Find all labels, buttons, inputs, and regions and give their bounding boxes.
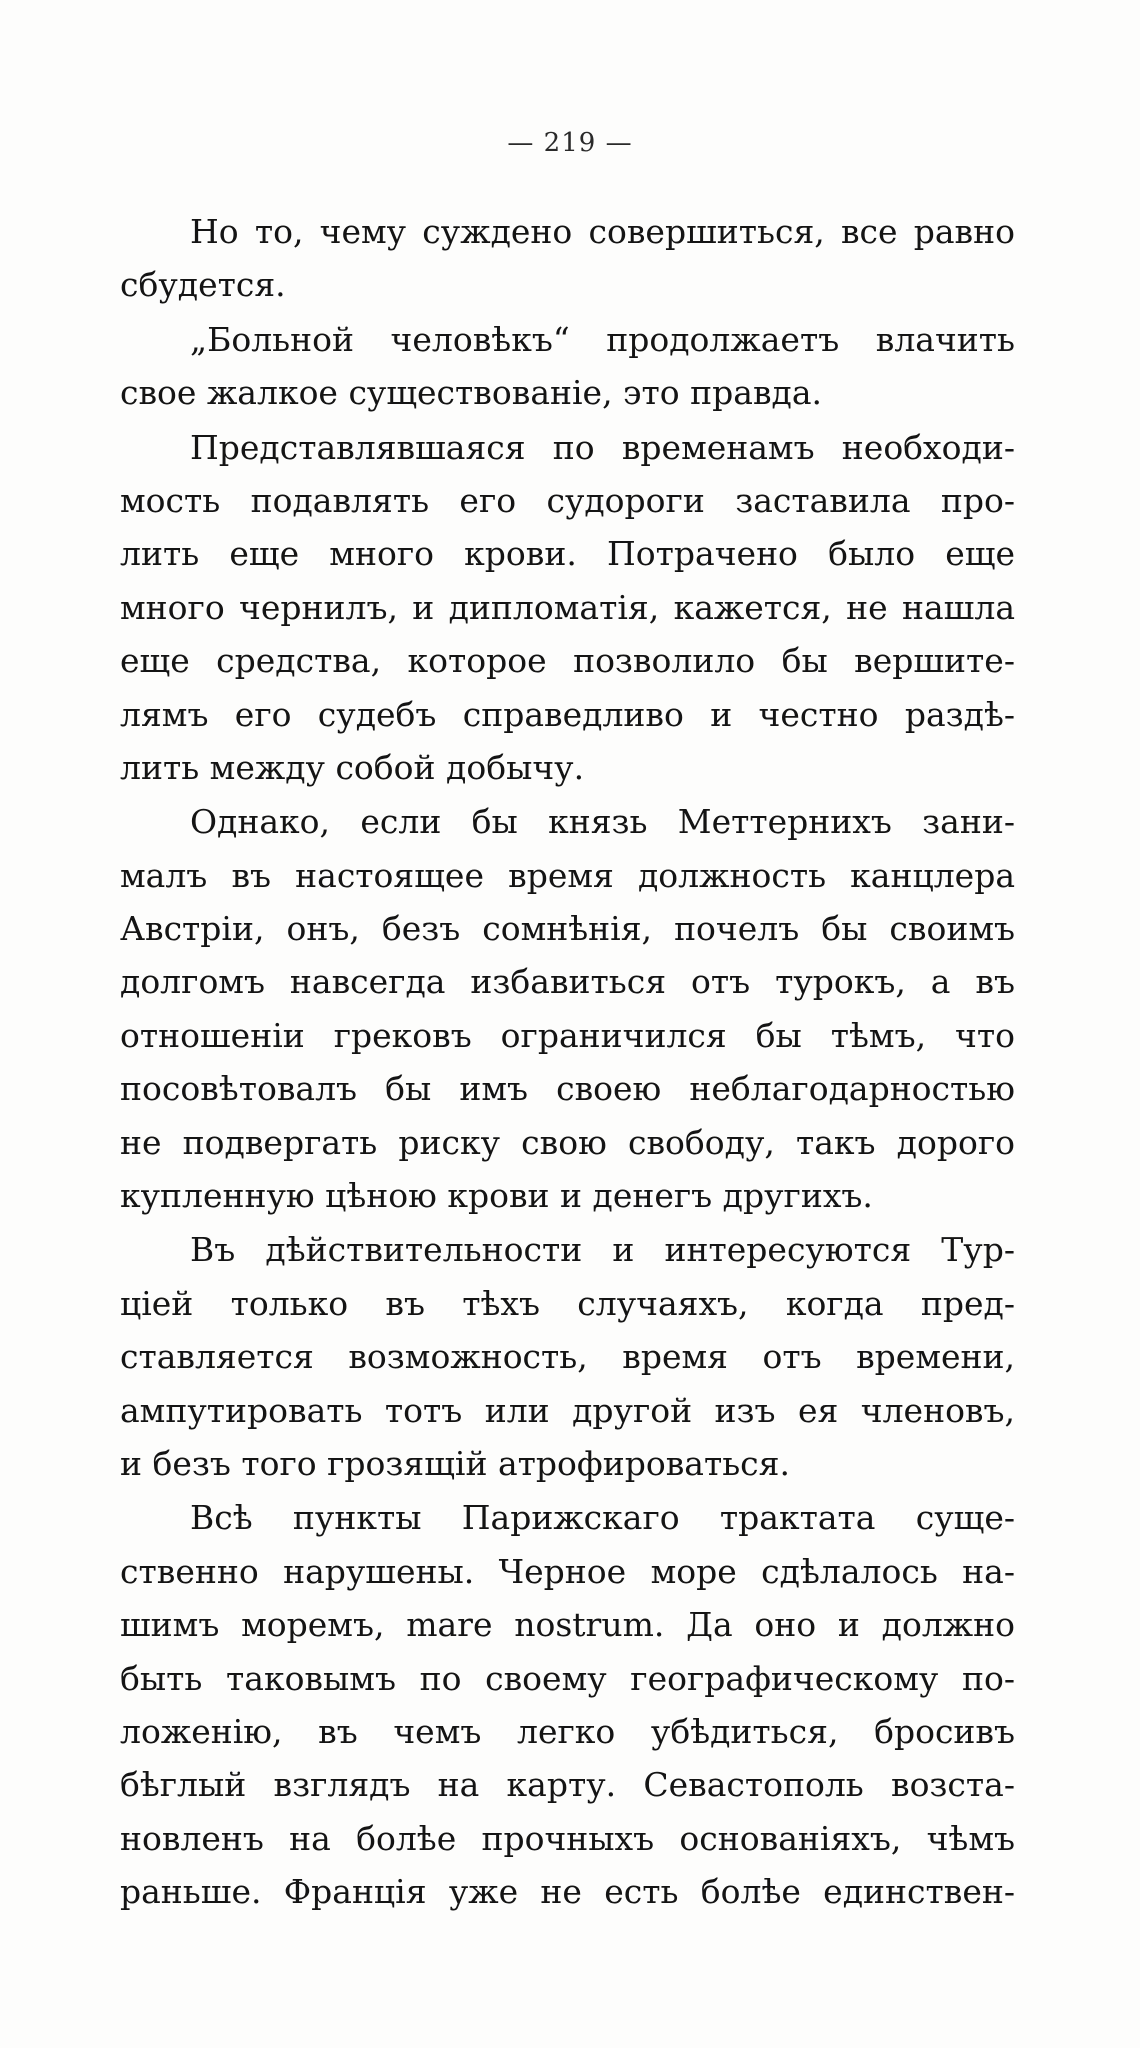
text-line: новленъ на болѣе прочныхъ основаніяхъ, чѣмъ bbox=[120, 1818, 1015, 1858]
text-line: мость подавлять его судороги заставила про- bbox=[120, 480, 1015, 520]
text-line: лямъ его судебъ справедливо и честно раздѣ- bbox=[120, 694, 1015, 734]
text-line: свое жалкое существованіе, это правда. bbox=[120, 373, 823, 413]
text-line: Представлявшаяся по временамъ необходи- bbox=[190, 427, 1015, 467]
paragraph bbox=[120, 313, 1015, 420]
text-line: не подвергать риску свою свободу, такъ дорого bbox=[120, 1122, 1015, 1162]
text-line: ціей только въ тѣхъ случаяхъ, когда пред- bbox=[120, 1283, 1015, 1323]
text-line: Всѣ пункты Парижскаго трактата суще- bbox=[190, 1498, 1015, 1538]
text-line: шимъ моремъ, mare nostrum. Да оно и должно bbox=[120, 1605, 1015, 1645]
text-line: Въ дѣйствительности и интересуются Тур- bbox=[190, 1230, 1015, 1270]
text-line: ственно нарушены. Черное море сдѣлалось на- bbox=[120, 1551, 1015, 1591]
text-line: много чернилъ, и дипломатія, кажется, не нашла bbox=[120, 587, 1015, 627]
paragraph bbox=[120, 1223, 1015, 1490]
paragraph bbox=[120, 1491, 1015, 1918]
text-line: еще средства, которое позволило бы вершите- bbox=[120, 641, 1015, 681]
text-line: ложенію, въ чемъ легко убѣдиться, бросивъ bbox=[120, 1711, 1015, 1751]
text-line: Однако, если бы князь Меттернихъ зани- bbox=[190, 802, 1015, 842]
page-number: — 219 — bbox=[507, 128, 633, 158]
text-line: бѣглый взглядъ на карту. Севастополь возста- bbox=[120, 1765, 1015, 1805]
text-line: Но то, чему суждено совершиться, все равно bbox=[190, 212, 1015, 251]
text-line: Австріи, онъ, безъ сомнѣнія, почелъ бы своимъ bbox=[120, 909, 1015, 949]
text-line: быть таковымъ по своему географическому по- bbox=[120, 1658, 1015, 1698]
text-line: сбудется. bbox=[120, 265, 286, 305]
text-line: посовѣтовалъ бы имъ своею неблагодарностью bbox=[120, 1069, 1015, 1109]
page-text bbox=[120, 205, 1015, 1919]
paragraph bbox=[120, 205, 1015, 312]
text-line: и безъ того грозящій атрофироваться. bbox=[120, 1443, 790, 1483]
text-line: ставляется возможность, время отъ времени, bbox=[120, 1337, 1015, 1377]
text-line: купленную цѣною крови и денегъ другихъ. bbox=[120, 1176, 873, 1216]
paragraph bbox=[120, 421, 1015, 795]
text-line: долгомъ навсегда избавиться отъ турокъ, а въ bbox=[120, 962, 1015, 1002]
text-line: лить между собой добычу. bbox=[120, 747, 585, 787]
text-line: раньше. Франція уже не есть болѣе единствен- bbox=[120, 1872, 1015, 1912]
text-line: лить еще много крови. Потрачено было еще bbox=[120, 534, 1015, 574]
text-line: „Больной человѣкъ“ продолжаетъ влачить bbox=[190, 319, 1015, 359]
text-line: малъ въ настоящее время должность канцлера bbox=[120, 855, 1015, 895]
text-line: ампутировать тотъ или другой изъ ея членовъ, bbox=[120, 1390, 1015, 1430]
text-line: отношеніи грековъ ограничился бы тѣмъ, что bbox=[120, 1015, 1015, 1055]
paragraph bbox=[120, 795, 1015, 1222]
